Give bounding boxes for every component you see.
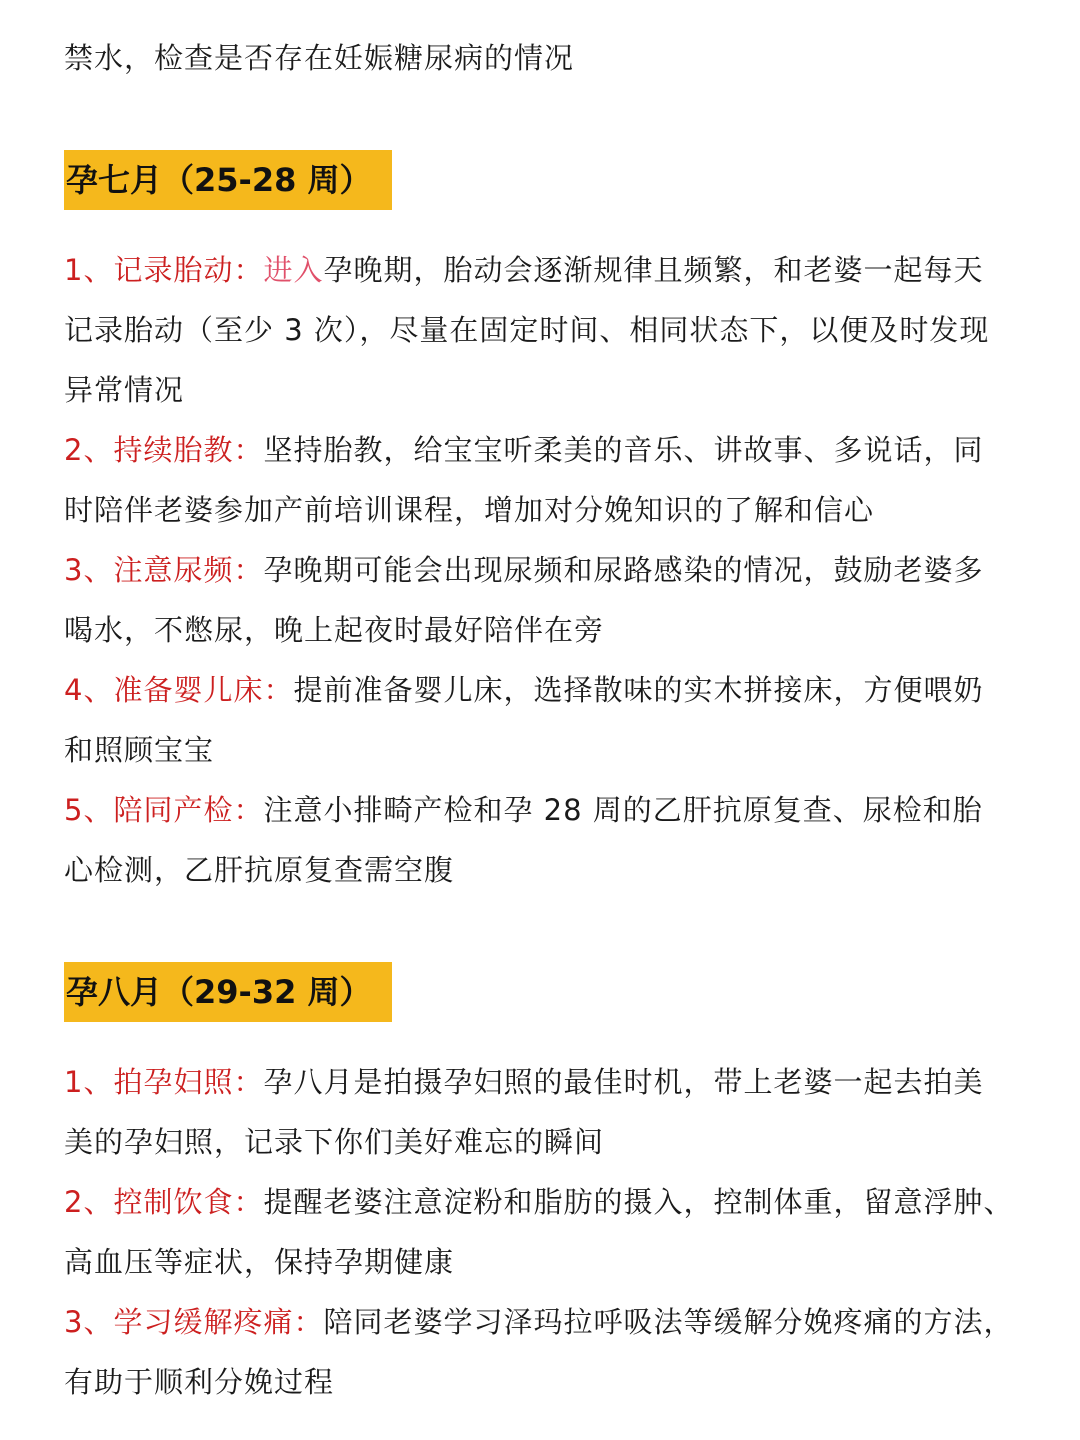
month7-item1-text1: 孕晚期，胎动会逐渐规律且频繁，和老婆一起每天 — [323, 253, 984, 287]
month7-item4-text2: 和照顾宝宝 — [64, 733, 215, 767]
month7-item4-text1: 提前准备婴儿床，选择散味的实木拼接床，方便喂奶 — [293, 673, 984, 707]
month8-item3-line1 — [64, 1302, 1016, 1342]
intro-line — [64, 38, 1016, 78]
month7-item5-label: 5、陪同产检： — [64, 793, 264, 827]
month7-item1-label: 1、记录胎动： — [64, 253, 264, 287]
month8-item2-line2 — [64, 1242, 1016, 1282]
month8-item2-label: 2、控制饮食： — [64, 1185, 264, 1219]
month8-item2-text1: 提醒老婆注意淀粉和脂肪的摄入，控制体重，留意浮肿、 — [263, 1185, 1014, 1219]
month7-item5-text2: 心检测，乙肝抗原复查需空腹 — [64, 853, 455, 887]
month7-item2-text1: 坚持胎教，给宝宝听柔美的音乐、讲故事、多说话，同 — [263, 433, 984, 467]
month8-item1-line2 — [64, 1122, 1016, 1162]
month7-item3-text1: 孕晚期可能会出现尿频和尿路感染的情况，鼓励老婆多 — [263, 553, 984, 587]
month7-item1-line3 — [64, 370, 1016, 410]
intro-text: 禁水，检查是否存在妊娠糖尿病的情况 — [64, 41, 575, 75]
month8-item3-label: 3、学习缓解疼痛： — [64, 1305, 324, 1339]
month7-item5-line2 — [64, 850, 1016, 890]
month8-item3-text2: 有助于顺利分娩过程 — [64, 1365, 335, 1399]
month7-item3-line1 — [64, 550, 1016, 590]
month8-item2-text2: 高血压等症状，保持孕期健康 — [64, 1245, 455, 1279]
month7-item5-text1: 注意小排畸产检和孕 28 周的乙肝抗原复查、尿检和胎 — [263, 793, 983, 827]
month7-item4-label: 4、准备婴儿床： — [64, 673, 294, 707]
month8-item1-text2: 美的孕妇照，记录下你们美好难忘的瞬间 — [64, 1125, 605, 1159]
month7-item1-line2 — [64, 310, 1016, 350]
section-header-month8: 孕八月（29-32 周） — [64, 962, 392, 1022]
month7-item1-label-pink: 进入 — [263, 253, 324, 287]
month8-item3-text1: 陪同老婆学习泽玛拉呼吸法等缓解分娩疼痛的方法， — [323, 1305, 1014, 1339]
month7-item5-line1 — [64, 790, 1016, 830]
month8-item1-label: 1、拍孕妇照： — [64, 1065, 264, 1099]
month7-item1-text3: 异常情况 — [64, 373, 185, 407]
month8-item1-text1: 孕八月是拍摄孕妇照的最佳时机，带上老婆一起去拍美 — [263, 1065, 984, 1099]
month7-item1-line1 — [64, 250, 1016, 290]
month7-item4-line1 — [64, 670, 1016, 710]
month7-item2-text2: 时陪伴老婆参加产前培训课程，增加对分娩知识的了解和信心 — [64, 493, 875, 527]
month7-item2-label: 2、持续胎教： — [64, 433, 264, 467]
month7-item2-line1 — [64, 430, 1016, 470]
month7-item3-text2: 喝水，不憋尿，晚上起夜时最好陪伴在旁 — [64, 613, 605, 647]
month7-item2-line2 — [64, 490, 1016, 530]
month7-item3-label: 3、注意尿频： — [64, 553, 264, 587]
section-header-month7: 孕七月（25-28 周） — [64, 150, 392, 210]
month7-item1-text2: 记录胎动（至少 3 次），尽量在固定时间、相同状态下，以便及时发现 — [64, 313, 990, 347]
month8-item1-line1 — [64, 1062, 1016, 1102]
month7-item3-line2 — [64, 610, 1016, 650]
month7-item4-line2 — [64, 730, 1016, 770]
month8-item2-line1 — [64, 1182, 1016, 1222]
month8-item3-line2 — [64, 1362, 1016, 1402]
